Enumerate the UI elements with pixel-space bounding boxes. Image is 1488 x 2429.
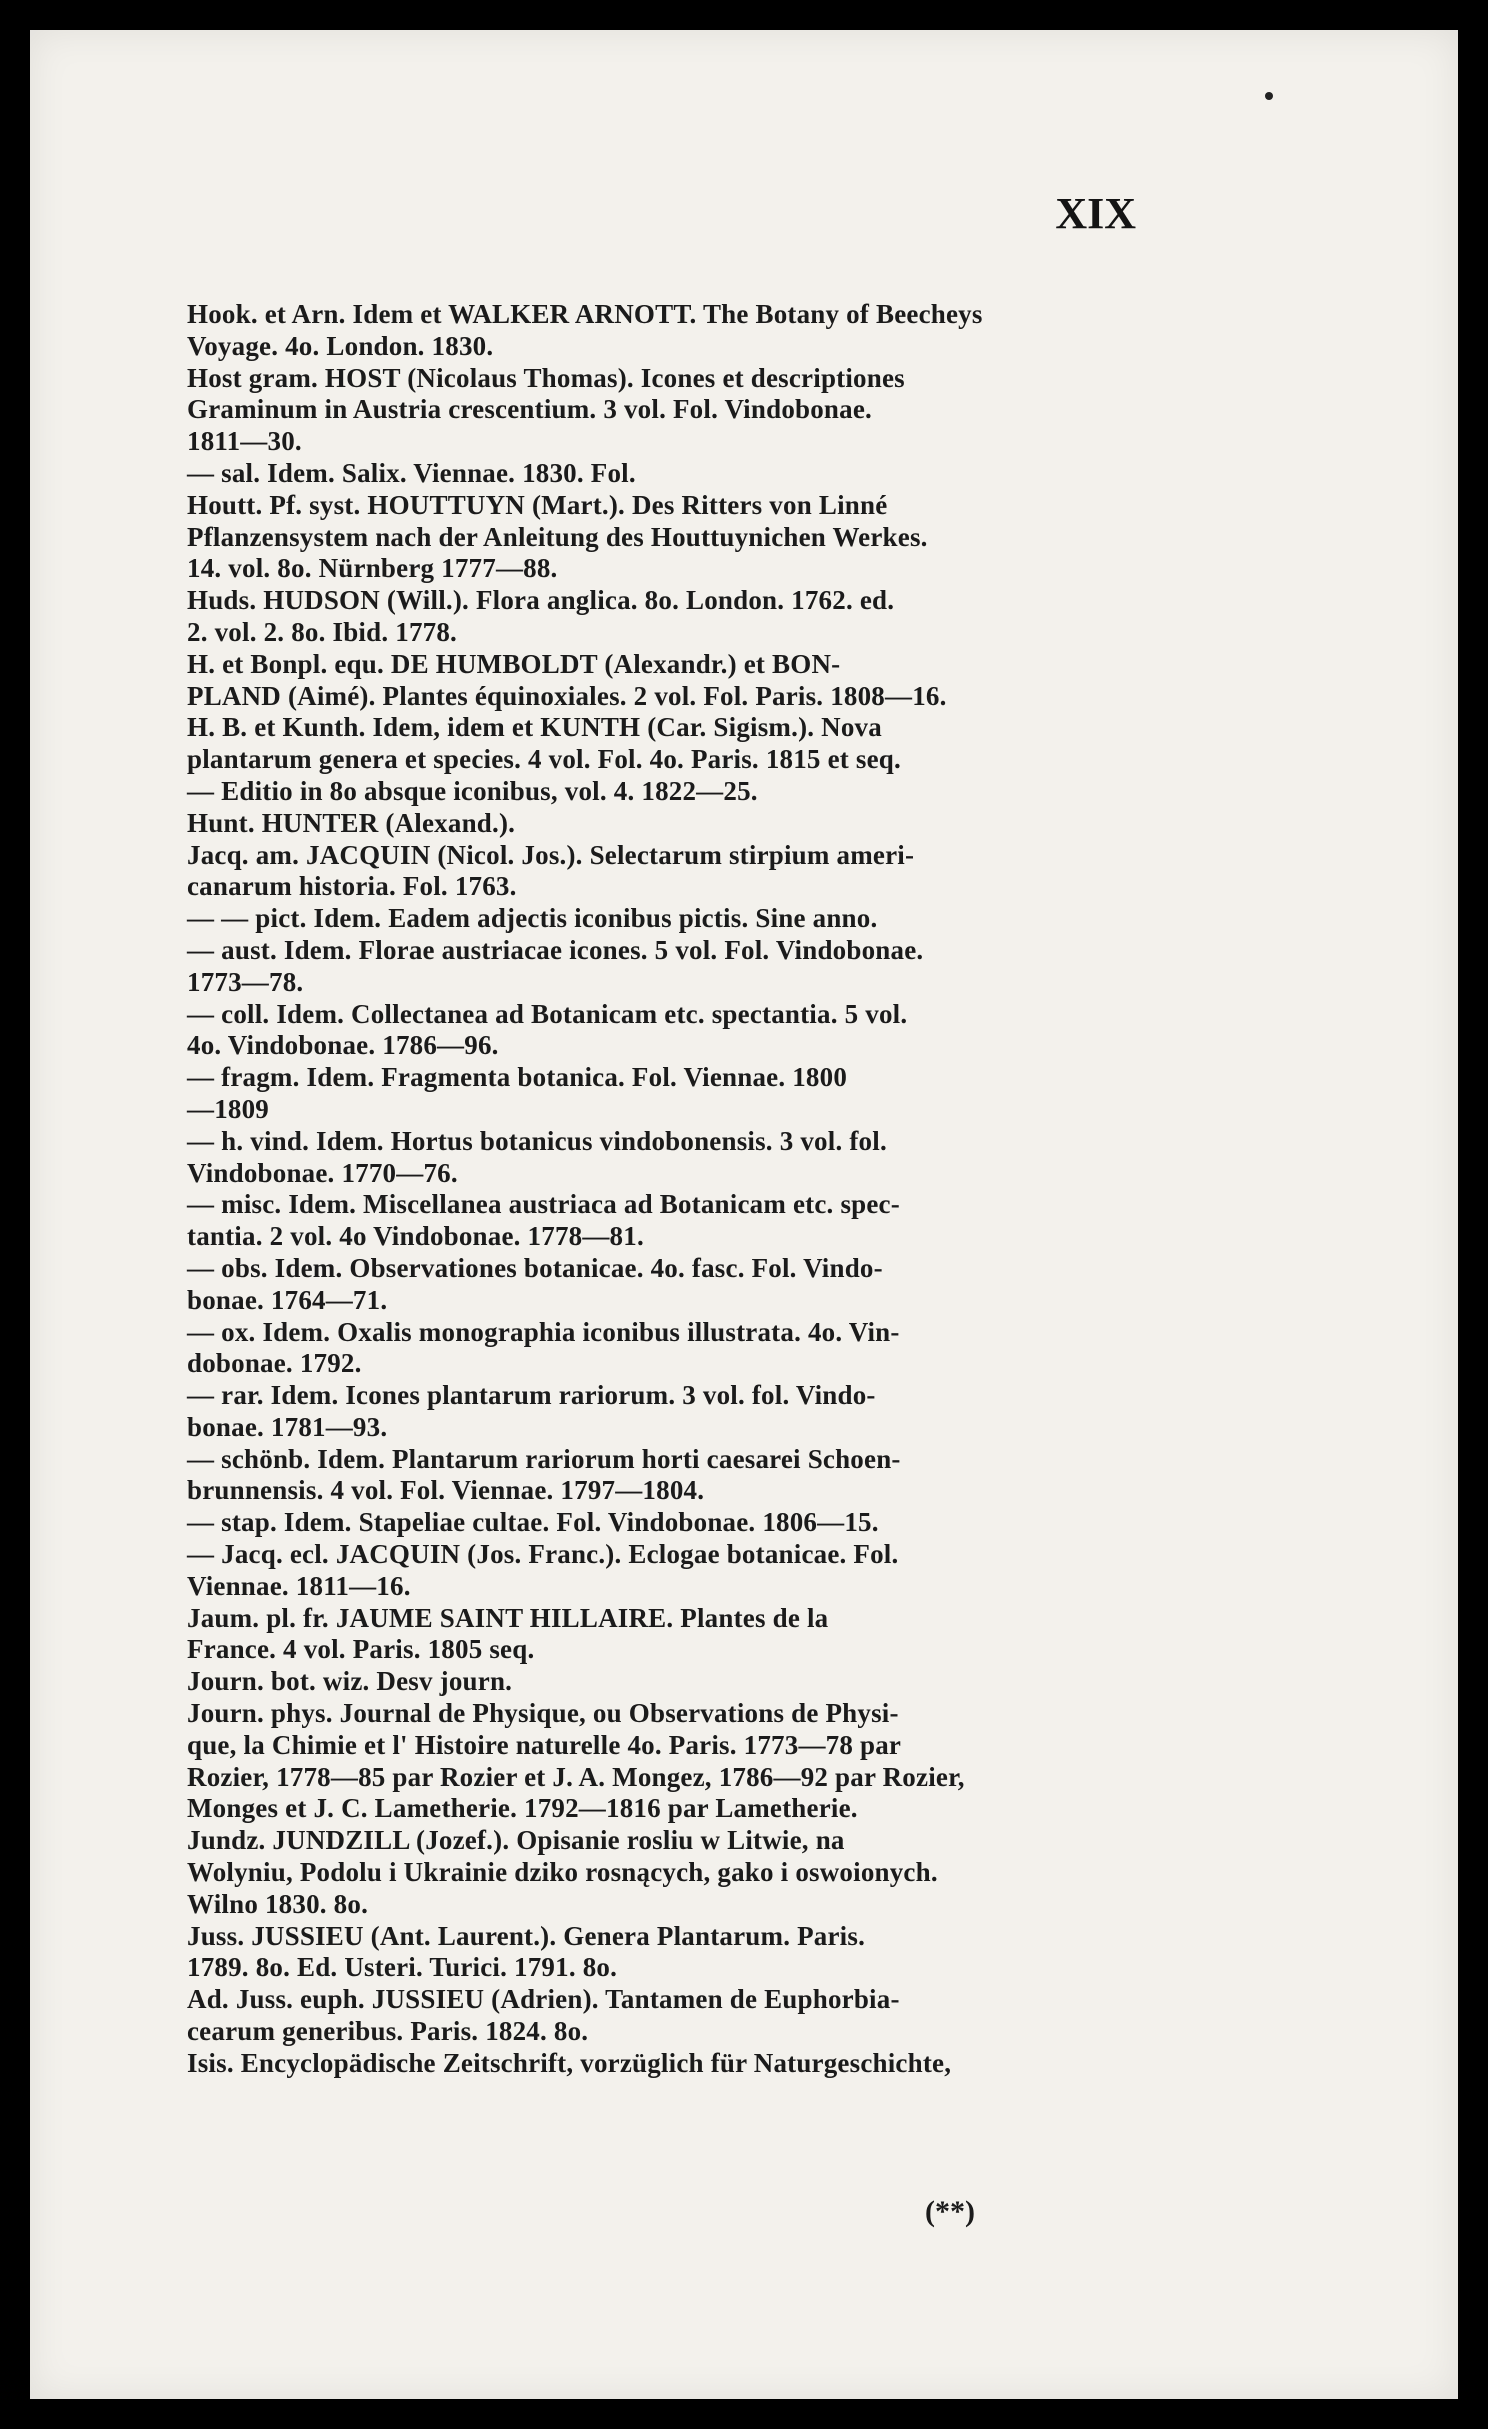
text-line: — Editio in 8o absque iconibus, vol. 4. 1822—25. bbox=[187, 775, 758, 806]
signature-mark: (**) bbox=[925, 2195, 975, 2228]
text-line: Journ. bot. wiz. Desv journ. bbox=[187, 1666, 513, 1697]
text-line: Journ. phys. Journal de Physique, ou Observations de Physi- bbox=[187, 1698, 899, 1729]
text-line: Vindobonae. 1770—76. bbox=[187, 1157, 458, 1188]
text-line: Ad. Juss. euph. JUSSIEU (Adrien). Tantamen de Euphorbia- bbox=[187, 1984, 900, 2015]
ink-speck bbox=[1265, 92, 1273, 100]
text-line: Viennae. 1811—16. bbox=[187, 1570, 411, 1601]
text-line: — h. vind. Idem. Hortus botanicus vindobonensis. 3 vol. fol. bbox=[187, 1125, 887, 1156]
page-number: XIX bbox=[1055, 189, 1136, 238]
text-line: Jacq. am. JACQUIN (Nicol. Jos.). Selectarum stirpium ameri- bbox=[187, 839, 915, 870]
text-line: — coll. Idem. Collectanea ad Botanicam etc. spectantia. 5 vol. bbox=[187, 998, 908, 1029]
text-line: cearum generibus. Paris. 1824. 8o. bbox=[187, 2016, 589, 2047]
text-line: Voyage. 4o. London. 1830. bbox=[187, 330, 494, 361]
text-line: canarum historia. Fol. 1763. bbox=[187, 871, 517, 902]
text-line: bonae. 1764—71. bbox=[187, 1284, 388, 1315]
text-line: — aust. Idem. Florae austriacae icones. 5 vol. Fol. Vindobonae. bbox=[187, 934, 924, 965]
text-line: que, la Chimie et l' Histoire naturelle 4o. Paris. 1773—78 par bbox=[187, 1729, 902, 1760]
text-line: brunnensis. 4 vol. Fol. Viennae. 1797—1804. bbox=[187, 1475, 705, 1506]
text-line: Monges et J. C. Lametherie. 1792—1816 par Lametherie. bbox=[187, 1793, 858, 1824]
text-line: —1809 bbox=[187, 1093, 269, 1124]
text-line: dobonae. 1792. bbox=[187, 1348, 362, 1379]
text-line: — Jacq. ecl. JACQUIN (Jos. Franc.). Eclogae botanicae. Fol. bbox=[187, 1539, 899, 1570]
text-line: Wolyniu, Podolu i Ukrainie dziko rosnących, gako i oswoionych. bbox=[187, 1857, 938, 1888]
text-line: Isis. Encyclopädische Zeitschrift, vorzüglich für Naturgeschichte, bbox=[187, 2047, 952, 2078]
text-line: — ox. Idem. Oxalis monographia iconibus illustrata. 4o. Vin- bbox=[187, 1316, 900, 1347]
page bbox=[30, 30, 1458, 2399]
text-line: Hook. et Arn. Idem et WALKER ARNOTT. The Botany of Beecheys bbox=[187, 299, 983, 329]
text-line: PLAND (Aimé). Plantes équinoxiales. 2 vol. Fol. Paris. 1808—16. bbox=[187, 680, 947, 711]
text-line: H. B. et Kunth. Idem, idem et KUNTH (Car. Sigism.). Nova bbox=[187, 712, 882, 743]
text-line: Rozier, 1778—85 par Rozier et J. A. Mongez, 1786—92 par Rozier, bbox=[187, 1761, 965, 1792]
text-line: 4o. Vindobonae. 1786—96. bbox=[187, 1030, 499, 1061]
text-line: Houtt. Pf. syst. HOUTTUYN (Mart.). Des Ritters von Linné bbox=[187, 489, 888, 520]
text-line: — rar. Idem. Icones plantarum rariorum. 3 vol. fol. Vindo- bbox=[187, 1380, 876, 1411]
text-line: France. 4 vol. Paris. 1805 seq. bbox=[187, 1634, 535, 1665]
text-line: Jundz. JUNDZILL (Jozef.). Opisanie rosliu w Litwie, na bbox=[187, 1825, 845, 1856]
text-line: Hunt. HUNTER (Alexand.). bbox=[187, 807, 516, 838]
text-line: — fragm. Idem. Fragmenta botanica. Fol. Viennae. 1800 bbox=[187, 1062, 848, 1093]
text-line: tantia. 2 vol. 4o Vindobonae. 1778—81. bbox=[187, 1221, 644, 1252]
text-line: — schönb. Idem. Plantarum rariorum horti caesarei Schoen- bbox=[187, 1443, 901, 1474]
text-line: 1773—78. bbox=[187, 966, 304, 997]
text-line: Wilno 1830. 8o. bbox=[187, 1888, 369, 1919]
text-line: Pflanzensystem nach der Anleitung des Houttuynichen Werkes. bbox=[187, 521, 928, 552]
text-line: 2. vol. 2. 8o. Ibid. 1778. bbox=[187, 616, 457, 647]
text-line: Juss. JUSSIEU (Ant. Laurent.). Genera Plantarum. Paris. bbox=[187, 1920, 866, 1951]
text-line: — sal. Idem. Salix. Viennae. 1830. Fol. bbox=[187, 457, 636, 488]
text-line: bonae. 1781—93. bbox=[187, 1411, 388, 1442]
text-line: Graminum in Austria crescentium. 3 vol. Fol. Vindobonae. bbox=[187, 394, 872, 425]
text-line: 1811—30. bbox=[187, 426, 302, 457]
text-line: — — pict. Idem. Eadem adjectis iconibus pictis. Sine anno. bbox=[187, 903, 878, 934]
text-line: — stap. Idem. Stapeliae cultae. Fol. Vindobonae. 1806—15. bbox=[187, 1507, 879, 1538]
text-line: plantarum genera et species. 4 vol. Fol. 4o. Paris. 1815 et seq. bbox=[187, 744, 901, 775]
text-line: Huds. HUDSON (Will.). Flora anglica. 8o. London. 1762. ed. bbox=[187, 585, 895, 616]
text-line: 14. vol. 8o. Nürnberg 1777—88. bbox=[187, 553, 558, 584]
text-line: Jaum. pl. fr. JAUME SAINT HILLAIRE. Plantes de la bbox=[187, 1602, 829, 1633]
text-line: Host gram. HOST (Nicolaus Thomas). Icones et descriptiones bbox=[187, 362, 905, 393]
text-line: 1789. 8o. Ed. Usteri. Turici. 1791. 8o. bbox=[187, 1952, 618, 1983]
text-line: H. et Bonpl. equ. DE HUMBOLDT (Alexandr.) et BON- bbox=[187, 648, 841, 679]
text-line: — obs. Idem. Observationes botanicae. 4o. fasc. Fol. Vindo- bbox=[187, 1252, 883, 1283]
text-line: — misc. Idem. Miscellanea austriaca ad Botanicam etc. spec- bbox=[187, 1189, 900, 1220]
text-block bbox=[187, 299, 1197, 2080]
